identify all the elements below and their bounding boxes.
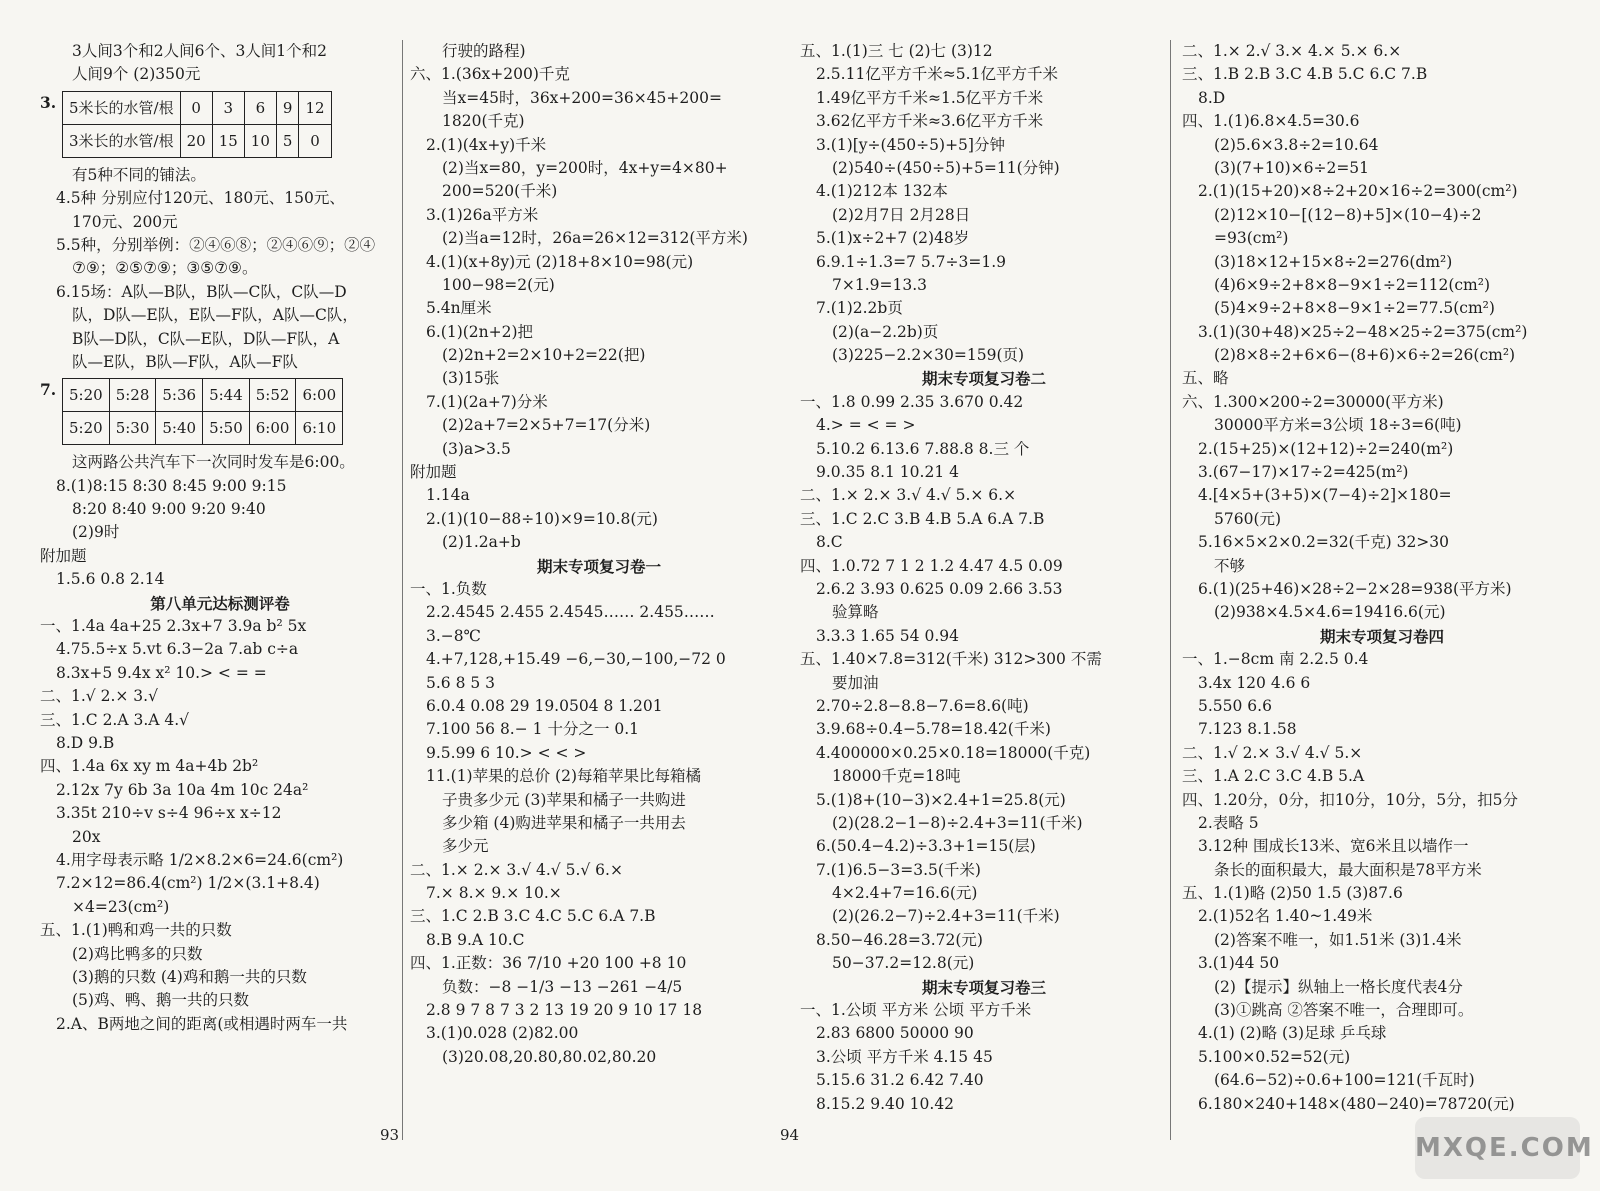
answer-line: (3)①跳高 ②答案不唯一，合理即可。 xyxy=(1214,1001,1474,1020)
answer-line: 2.6.2 3.93 0.625 0.09 2.66 3.53 xyxy=(816,579,1063,598)
answer-line: 7×1.9=13.3 xyxy=(832,275,927,294)
table-cell: 3米长的水管/根 xyxy=(63,124,181,157)
answer-line: 5.15.6 31.2 6.42 7.40 xyxy=(816,1071,984,1090)
water-pipe-table-block xyxy=(40,91,400,158)
answer-line: 4.[4×5+(3+5)×(7−4)÷2]×180= xyxy=(1198,486,1452,505)
answer-line: (2)9时 xyxy=(72,523,120,542)
answer-line: 170元、200元 xyxy=(72,212,178,231)
table-cell: 5:44 xyxy=(203,379,250,412)
answer-line: 2.2.4545 2.455 2.4545…… 2.455…… xyxy=(426,603,715,622)
answer-line: 4.用字母表示略 1/2×8.2×6=24.6(cm²) xyxy=(56,850,344,869)
answer-line: 5.5种，分别举例：②④⑥⑧；②④⑥⑨；②④ xyxy=(56,235,376,254)
answer-line: 4.(1)(x+8y)元 (2)18+8×10=98(元) xyxy=(426,252,694,271)
answer-line: 多少元 xyxy=(442,837,489,856)
answer-line: (2)2月7日 2月28日 xyxy=(832,205,971,224)
answer-line: 五、略 xyxy=(1182,369,1229,388)
answer-line: (3)18×12+15×8÷2=276(dm²) xyxy=(1214,252,1453,271)
answer-line: 3.12种 围成长13米、宽6米且以墙作一 xyxy=(1198,837,1469,856)
answer-line: (5)鸡、鸭、鹅一共的只数 xyxy=(72,991,249,1010)
answer-line: 验算略 xyxy=(832,603,879,622)
answer-line: 11.(1)苹果的总价 (2)每箱苹果比每箱橘 xyxy=(426,767,701,786)
answer-line: 有5种不同的铺法。 xyxy=(72,165,206,184)
answer-line: 一、1.8 0.99 2.35 3.670 0.42 xyxy=(800,392,1024,411)
right-column-1 xyxy=(800,40,1168,1116)
answer-line: ⑦⑨；②⑤⑦⑨；③⑤⑦⑨。 xyxy=(72,259,258,278)
answer-line: 附加题 xyxy=(40,546,87,565)
watermark-logo: MXQE.COM xyxy=(1415,1117,1580,1179)
answer-line: 2.表略 5 xyxy=(1198,813,1259,832)
answer-line: 当x=45时，36x+200=36×45+200= xyxy=(442,88,722,107)
answer-line: 4×2.4+7=16.6(元) xyxy=(832,884,978,903)
answer-line: 3.(1)[y÷(450÷5)+5]分钟 xyxy=(816,135,1005,154)
answer-line: 四、1.4a 6x xy m 4a+4b 2b² xyxy=(40,757,259,776)
answer-line: 3.(1)(30+48)×25÷2−48×25÷2=375(cm²) xyxy=(1198,322,1528,341)
answer-line: 3人间3个和2人间6个、3人间1个和2 xyxy=(72,42,328,60)
answer-line: 6.15场：A队—B队，B队—C队，C队—D xyxy=(56,282,347,301)
answer-line: 2.5.11亿平方千米≈5.1亿平方千米 xyxy=(816,65,1058,84)
answer-line: 9.5.99 6 10.> < < > xyxy=(426,743,587,762)
answer-line: 五、1.(1)鸭和鸡一共的只数 xyxy=(40,921,232,940)
answer-line: (3)鹅的只数 (4)鸡和鹅一共的只数 xyxy=(72,967,307,986)
answer-line: (2)【提示】纵轴上一格长度代表4分 xyxy=(1214,977,1463,996)
answer-line: 四、1.(1)6.8×4.5=30.6 xyxy=(1182,112,1360,131)
table-row xyxy=(63,124,332,157)
answer-line: 一、1.4a 4a+25 2.3x+7 3.9a b² 5x xyxy=(40,617,307,636)
table-cell: 6:00 xyxy=(296,379,343,412)
answer-line: 100−98=2(元) xyxy=(442,275,555,294)
answer-line: 3.(1)26a平方米 xyxy=(426,205,539,224)
answer-line: 4.> = < = > xyxy=(816,416,916,435)
answer-line: 六、1.300×200÷2=30000(平方米) xyxy=(1182,392,1444,411)
answer-line: B队—D队，C队—E队，D队—F队，A xyxy=(72,329,340,348)
answer-line: 4.(1)212本 132本 xyxy=(816,182,948,201)
answer-line: 期末专项复习卷二 xyxy=(921,369,1046,389)
table-cell: 5:36 xyxy=(156,379,203,412)
table-cell: 3 xyxy=(212,91,244,124)
answer-line: (5)4×9÷2+8×8−9×1÷2=77.5(cm²) xyxy=(1214,299,1495,318)
table-cell: 0 xyxy=(299,124,331,157)
answer-line: 1.49亿平方千米≈1.5亿平方千米 xyxy=(816,88,1044,107)
answer-line: 三、1.C 2.B 3.C 4.C 5.C 6.A 7.B xyxy=(410,907,656,926)
answer-line: 3.62亿平方千米≈3.6亿平方千米 xyxy=(816,112,1044,131)
answer-line: (2)答案不唯一，如1.51米 (3)1.4米 xyxy=(1214,930,1462,949)
answer-line: 六、1.(36x+200)千克 xyxy=(410,65,570,84)
answer-line: 5.6 8 5 3 xyxy=(426,673,496,692)
table-cell: 5:28 xyxy=(109,379,156,412)
answer-line: (2)938×4.5×4.6=19416.6(元) xyxy=(1214,603,1446,622)
answer-line: (2)8×8÷2+6×6−(8+6)×6÷2=26(cm²) xyxy=(1214,346,1516,365)
table-cell: 5:20 xyxy=(63,412,110,445)
answer-line: 五、1.(1)三 七 (2)七 (3)12 xyxy=(800,42,993,60)
page-number: 94 xyxy=(780,1126,800,1144)
question-number: 3. xyxy=(40,92,57,112)
answer-line: 四、1.20分，0分，扣10分，10分，5分，扣5分 xyxy=(1182,790,1519,809)
answer-line: 2.(1)(4x+y)千米 xyxy=(426,135,547,154)
answer-line: 2.8 9 7 8 7 3 2 13 19 20 9 10 17 18 xyxy=(426,1001,703,1020)
answer-line: 6.9.1÷1.3=7 5.7÷3=1.9 xyxy=(816,252,1006,271)
answer-line: 2.(15+25)×(12+12)÷2=240(m²) xyxy=(1198,439,1454,458)
answer-line: 8.C xyxy=(816,533,843,552)
answer-line: 20x xyxy=(72,827,101,846)
answer-line: 3.35t 210÷v s÷4 96÷x x÷12 xyxy=(56,804,282,823)
table-cell: 9 xyxy=(276,91,299,124)
answer-line: 1820(千克) xyxy=(442,112,525,131)
answer-line: 50−37.2=12.8(元) xyxy=(832,954,975,973)
answer-line: 2.(1)(15+20)×8÷2+20×16÷2=300(cm²) xyxy=(1198,182,1518,201)
answer-line: 三、1.B 2.B 3.C 4.B 5.C 6.C 7.B xyxy=(1182,65,1428,84)
question-number: 7. xyxy=(40,380,57,400)
answer-line: 附加题 xyxy=(410,463,457,482)
answer-line: 5.(1)x÷2+7 (2)48岁 xyxy=(816,229,970,248)
answer-line: (2)(26.2−7)÷2.4+3=11(千米) xyxy=(832,907,1060,926)
answer-line: 4.+7,128,+15.49 −6,−30,−100,−72 0 xyxy=(426,650,726,669)
left-column-1 xyxy=(40,40,400,1036)
table-cell: 5:20 xyxy=(63,379,110,412)
answer-line: (3)225−2.2×30=159(页) xyxy=(832,346,1025,365)
answer-line: 7.100 56 8.− 1 十分之一 0.1 xyxy=(426,720,640,739)
answer-line: 人间9个 (2)350元 xyxy=(72,65,201,84)
answer-line: (3)a>3.5 xyxy=(442,439,511,458)
answer-line: 二、1.× 2.× 3.√ 4.√ 5.√ 6.× xyxy=(410,860,623,879)
answer-line: (2)540÷(450÷5)+5=11(分钟) xyxy=(832,158,1060,177)
answer-line: 二、1.√ 2.× 3.√ xyxy=(40,687,158,706)
answer-line: 期末专项复习卷三 xyxy=(921,977,1046,997)
answer-line: (2)2a+7=2×5+7=17(分米) xyxy=(442,416,651,435)
answer-line: (2)5.6×3.8÷2=10.64 xyxy=(1214,135,1379,154)
answer-line: (3)20.08,20.80,80.02,80.20 xyxy=(442,1047,657,1066)
answer-line: (64.6−52)÷0.6+100=121(千瓦时) xyxy=(1214,1071,1475,1090)
answer-line: 6.(50.4−4.2)÷3.3+1=15(层) xyxy=(816,837,1036,856)
answer-line: 5.10.2 6.13.6 7.88.8 8.三 个 xyxy=(816,439,1030,458)
answer-line: 期末专项复习卷四 xyxy=(1319,626,1444,646)
answer-line: 5.550 6.6 xyxy=(1198,696,1272,715)
table-cell: 0 xyxy=(180,91,212,124)
answer-line: (2)1.2a+b xyxy=(442,533,521,552)
answer-line: =93(cm²) xyxy=(1214,229,1289,248)
table-row xyxy=(63,379,343,412)
answer-line: 18000千克=18吨 xyxy=(832,767,961,786)
table-cell: 6:10 xyxy=(296,412,343,445)
answer-line: 队—E队，B队—F队，A队—F队 xyxy=(72,352,298,371)
answer-line: (3)15张 xyxy=(442,369,500,388)
answer-line: 5.16×5×2×0.2=32(千克) 32>30 xyxy=(1198,533,1450,552)
answer-line: (2)鸡比鸭多的只数 xyxy=(72,944,203,963)
answer-line: 4.(1) (2)略 (3)足球 乒乓球 xyxy=(1198,1024,1387,1043)
table-cell: 5:40 xyxy=(156,412,203,445)
answer-line: 7.2×12=86.4(cm²) 1/2×(3.1+8.4) xyxy=(56,874,320,893)
answer-line: 2.70÷2.8−8.8−7.6=8.6(吨) xyxy=(816,696,1029,715)
bus-schedule-table xyxy=(62,378,343,445)
answer-line: 三、1.A 2.C 3.C 4.B 5.A xyxy=(1182,767,1365,786)
right-column-2 xyxy=(1182,40,1582,1116)
answer-line: 第八单元达标测评卷 xyxy=(150,593,290,613)
answer-line: 四、1.0.72 7 1 2 1.2 4.47 4.5 0.09 xyxy=(800,556,1063,575)
answer-line: 3.公顷 平方千米 4.15 45 xyxy=(816,1047,993,1066)
answer-line: 7.123 8.1.58 xyxy=(1198,720,1297,739)
answer-line: 2.83 6800 50000 90 xyxy=(816,1024,974,1043)
answer-line: 5.4n厘米 xyxy=(426,299,492,318)
answer-line: (3)(7+10)×6÷2=51 xyxy=(1214,158,1370,177)
answer-line: 一、1.公顷 平方米 公顷 平方千米 xyxy=(800,1001,1032,1020)
answer-line: 队，D队—E队，E队—F队，A队—C队， xyxy=(72,306,358,325)
table-cell: 5:30 xyxy=(109,412,156,445)
answer-line: 3.(1)0.028 (2)82.00 xyxy=(426,1024,579,1043)
answer-line: (4)6×9÷2+8×8−9×1÷2=112(cm²) xyxy=(1214,275,1491,294)
answer-line: 四、1.正数：36 7/10 +20 100 +8 10 xyxy=(410,954,687,973)
answer-line: 3.−8℃ xyxy=(426,626,481,645)
table-cell: 6 xyxy=(244,91,276,124)
answer-line: 3.(67−17)×17÷2=425(m²) xyxy=(1198,463,1409,482)
answer-line: 多少箱 (4)购进苹果和橘子一共用去 xyxy=(442,813,686,832)
answer-line: (2)2n+2=2×10+2=22(把) xyxy=(442,346,646,365)
answer-line: 三、1.C 2.C 3.B 4.B 5.A 6.A 7.B xyxy=(800,509,1045,528)
answer-line: 4.5种 分别应付120元、180元、150元、 xyxy=(56,189,345,208)
water-pipe-table xyxy=(62,91,332,158)
answer-line: 1.5.6 0.8 2.14 xyxy=(56,570,165,589)
answer-line: 8:20 8:40 9:00 9:20 9:40 xyxy=(72,500,266,519)
answer-line: 6.0.4 0.08 29 19.0504 8 1.201 xyxy=(426,696,663,715)
answer-line: 7.(1)2.2b页 xyxy=(816,299,903,318)
answer-line: 3.9.68÷0.4−5.78=18.42(千米) xyxy=(816,720,1051,739)
answer-line: (2)当a=12时，26a=26×12=312(平方米) xyxy=(442,229,748,248)
table-cell: 5米长的水管/根 xyxy=(63,91,181,124)
answer-line: 不够 xyxy=(1214,556,1246,575)
column-divider xyxy=(402,40,403,1140)
answer-line: 二、1.× 2.√ 3.× 4.× 5.× 6.× xyxy=(1182,42,1402,60)
answer-line: 五、1.(1)略 (2)50 1.5 (3)87.6 xyxy=(1182,884,1403,903)
answer-line: (2)(28.2−1−8)÷2.4+3=11(千米) xyxy=(832,813,1083,832)
answer-line: 期末专项复习卷一 xyxy=(536,556,661,576)
answer-line: 4.75.5÷x 5.vt 6.3−2a 7.ab c÷a xyxy=(56,640,299,659)
answer-line: 2.12x 7y 6b 3a 10a 4m 10c 24a² xyxy=(56,780,309,799)
answer-line: 3.3.3 1.65 54 0.94 xyxy=(816,626,959,645)
answer-line: 一、1.−8cm 南 2.2.5 0.4 xyxy=(1182,650,1369,669)
answer-line: 二、1.× 2.× 3.√ 4.√ 5.× 6.× xyxy=(800,486,1017,505)
answer-line: 4.400000×0.25×0.18=18000(千克) xyxy=(816,743,1091,762)
answer-line: 负数：−8 −1/3 −13 −261 −4/5 xyxy=(442,977,683,996)
answer-line: 行驶的路程) xyxy=(442,42,526,60)
answer-line: 8.D 9.B xyxy=(56,733,115,752)
answer-line: 5.(1)8+(10−3)×2.4+1=25.8(元) xyxy=(816,790,1066,809)
table-cell: 20 xyxy=(180,124,212,157)
answer-line: ×4=23(cm²) xyxy=(72,897,170,916)
answer-line: (2)(a−2.2b)页 xyxy=(832,322,939,341)
table-row xyxy=(63,412,343,445)
answer-line: 7.(1)6.5−3=3.5(千米) xyxy=(816,860,981,879)
answer-line: 2.(1)(10−88÷10)×9=10.8(元) xyxy=(426,509,658,528)
answer-line: (2)当x=80，y=200时，4x+y=4×80+ xyxy=(442,158,728,177)
answer-line: 2.A、B两地之间的距离(或相遇时两车一共 xyxy=(56,1014,348,1033)
answer-line: 2.(1)52名 1.40~1.49米 xyxy=(1198,907,1373,926)
answer-line: 5760(元) xyxy=(1214,509,1282,528)
left-column-2 xyxy=(410,40,788,1069)
answer-line: 6.(1)(2n+2)把 xyxy=(426,322,534,341)
table-cell: 15 xyxy=(212,124,244,157)
answer-line: 7.(1)(2a+7)分米 xyxy=(426,392,548,411)
answer-line: 条长的面积最大，最大面积是78平方米 xyxy=(1214,860,1482,879)
table-cell: 5:52 xyxy=(249,379,296,412)
answer-line: 8.(1)8:15 8:30 8:45 9:00 9:15 xyxy=(56,476,287,495)
answer-line: 1.14a xyxy=(426,486,470,505)
answer-line: 要加油 xyxy=(832,673,879,692)
answer-line: 子贵多少元 (3)苹果和橘子一共购进 xyxy=(442,790,686,809)
answer-line: 8.D xyxy=(1198,88,1226,107)
answer-line: 30000平方米=3公顷 18÷3=6(吨) xyxy=(1214,416,1462,435)
answer-line: 3.4x 120 4.6 6 xyxy=(1198,673,1311,692)
answer-line: 5.100×0.52=52(元) xyxy=(1198,1047,1351,1066)
table-cell: 12 xyxy=(299,91,331,124)
answer-line: 三、1.C 2.A 3.A 4.√ xyxy=(40,710,190,729)
answer-line: 6.(1)(25+46)×28÷2−2×28=938(平方米) xyxy=(1198,579,1512,598)
answer-line: 8.B 9.A 10.C xyxy=(426,930,525,949)
answer-line: 五、1.40×7.8=312(千米) 312>300 不需 xyxy=(800,650,1102,669)
answer-line: 一、1.负数 xyxy=(410,579,487,598)
answer-line: 9.0.35 8.1 10.21 4 xyxy=(816,463,959,482)
table-cell: 5 xyxy=(276,124,299,157)
answer-line: 8.3x+5 9.4x x² 10.> < = = xyxy=(56,663,267,682)
answer-line: 8.50−46.28=3.72(元) xyxy=(816,930,983,949)
answer-line: 二、1.√ 2.× 3.√ 4.√ 5.× xyxy=(1182,743,1363,762)
answer-line: 8.15.2 9.40 10.42 xyxy=(816,1094,955,1113)
answer-line: 200=520(千米) xyxy=(442,182,558,201)
table-cell: 5:50 xyxy=(203,412,250,445)
table-row xyxy=(63,91,332,124)
page-number: 93 xyxy=(380,1126,400,1144)
table-cell: 6:00 xyxy=(249,412,296,445)
bus-schedule-table-block xyxy=(40,378,400,445)
answer-line: 7.× 8.× 9.× 10.× xyxy=(426,884,562,903)
right-page xyxy=(780,0,1600,1191)
table-cell: 10 xyxy=(244,124,276,157)
column-divider xyxy=(1170,40,1171,1140)
answer-line: 这两路公共汽车下一次同时发车是6:00。 xyxy=(72,453,355,472)
answer-line: (2)12×10−[(12−8)+5]×(10−4)÷2 xyxy=(1214,205,1482,224)
answer-line: 3.(1)44 50 xyxy=(1198,954,1280,973)
answer-line: 6.180×240+148×(480−240)=78720(元) xyxy=(1198,1094,1515,1113)
